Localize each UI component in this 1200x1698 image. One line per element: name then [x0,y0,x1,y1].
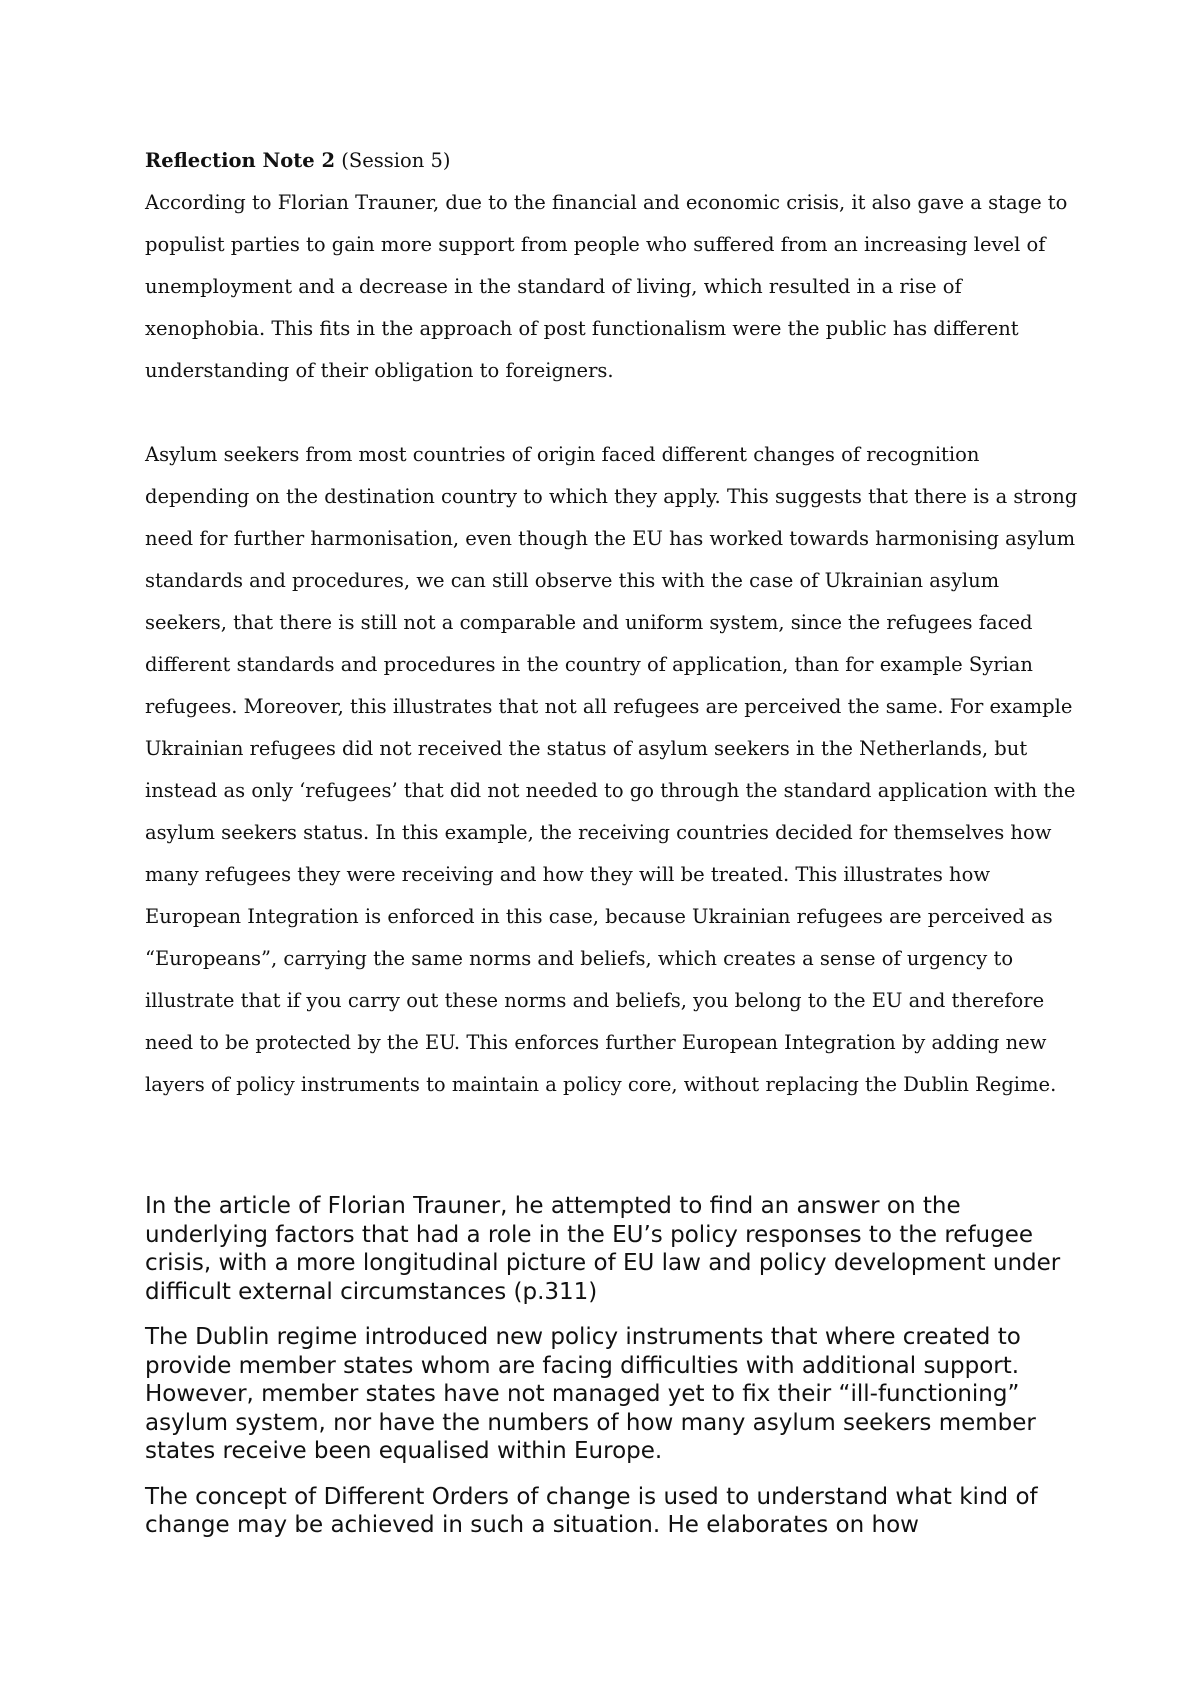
paragraph-populism: According to Florian Trauner, due to the financial and economic crisis, it also gave a stage to populist parties to gain more support from people who suffered from an increasing level of unemployment and a decrease in the standard of living, which resulted in a rise of xenophobia. This fits in the approach of post functionalism were the public has different understanding of their obligation to foreigners. [145,191,1068,382]
paragraph-article-intro: In the article of Florian Trauner, he attempted to find an answer on the underlying factors that had a role in the EU’s policy responses to the refugee crisis, with a more longitudinal picture of EU law and policy development under difficult external circumstances (p.311) [145,1193,1061,1305]
paragraph-orders-of-change: The concept of Different Orders of change is used to understand what kind of change may be achieved in such a situation. He elaborates on how [145,1483,1038,1538]
note-heading [145,140,1085,182]
paragraph-asylum-harmonisation: Asylum seekers from most countries of origin faced different changes of recognition depending on the destination country to which they apply. This suggests that there is a strong need for further harmonisation, even though the EU has worked towards harmonising asylum standards and procedures, we can still observe this with the case of Ukrainian asylum seekers, that there is still not a comparable and uniform system, since the refugees faced different standards and procedures in the country of application, than for example Syrian refugees. Moreover, this illustrates that not all refugees are perceived the same. For example Ukrainian refugees did not received the status of asylum seekers in the Netherlands, but instead as only ‘refugees’ that did not needed to go through the standard application with the asylum seekers status. In this example, the receiving countries decided for themselves how many refugees they were receiving and how they will be treated. This illustrates how European Integration is enforced in this case, because Ukrainian refugees are perceived as “Europeans”, carrying the same norms and beliefs, which creates a sense of urgency to illustrate that if you carry out these norms and beliefs, you belong to the EU and therefore need to be protected by the EU. This enforces further European Integration by adding new layers of policy instruments to maintain a policy core, without replacing the Dublin Regime. [145,443,1078,1096]
reflection-note-section [145,140,1085,1106]
note-heading-bold: Reflection Note 2 [145,149,336,172]
article-summary-section [145,1192,1085,1557]
paragraph-dublin-regime: The Dublin regime introduced new policy instruments that where created to provide member states whom are facing difficulties with additional support. However, member states have not managed yet to fix their “ill-functioning” asylum system, nor have the numbers of how many asylum seekers member states receive been equalised within Europe. [145,1324,1036,1464]
note-heading-session: (Session 5) [335,149,451,172]
paragraph-spacer [145,392,1085,434]
